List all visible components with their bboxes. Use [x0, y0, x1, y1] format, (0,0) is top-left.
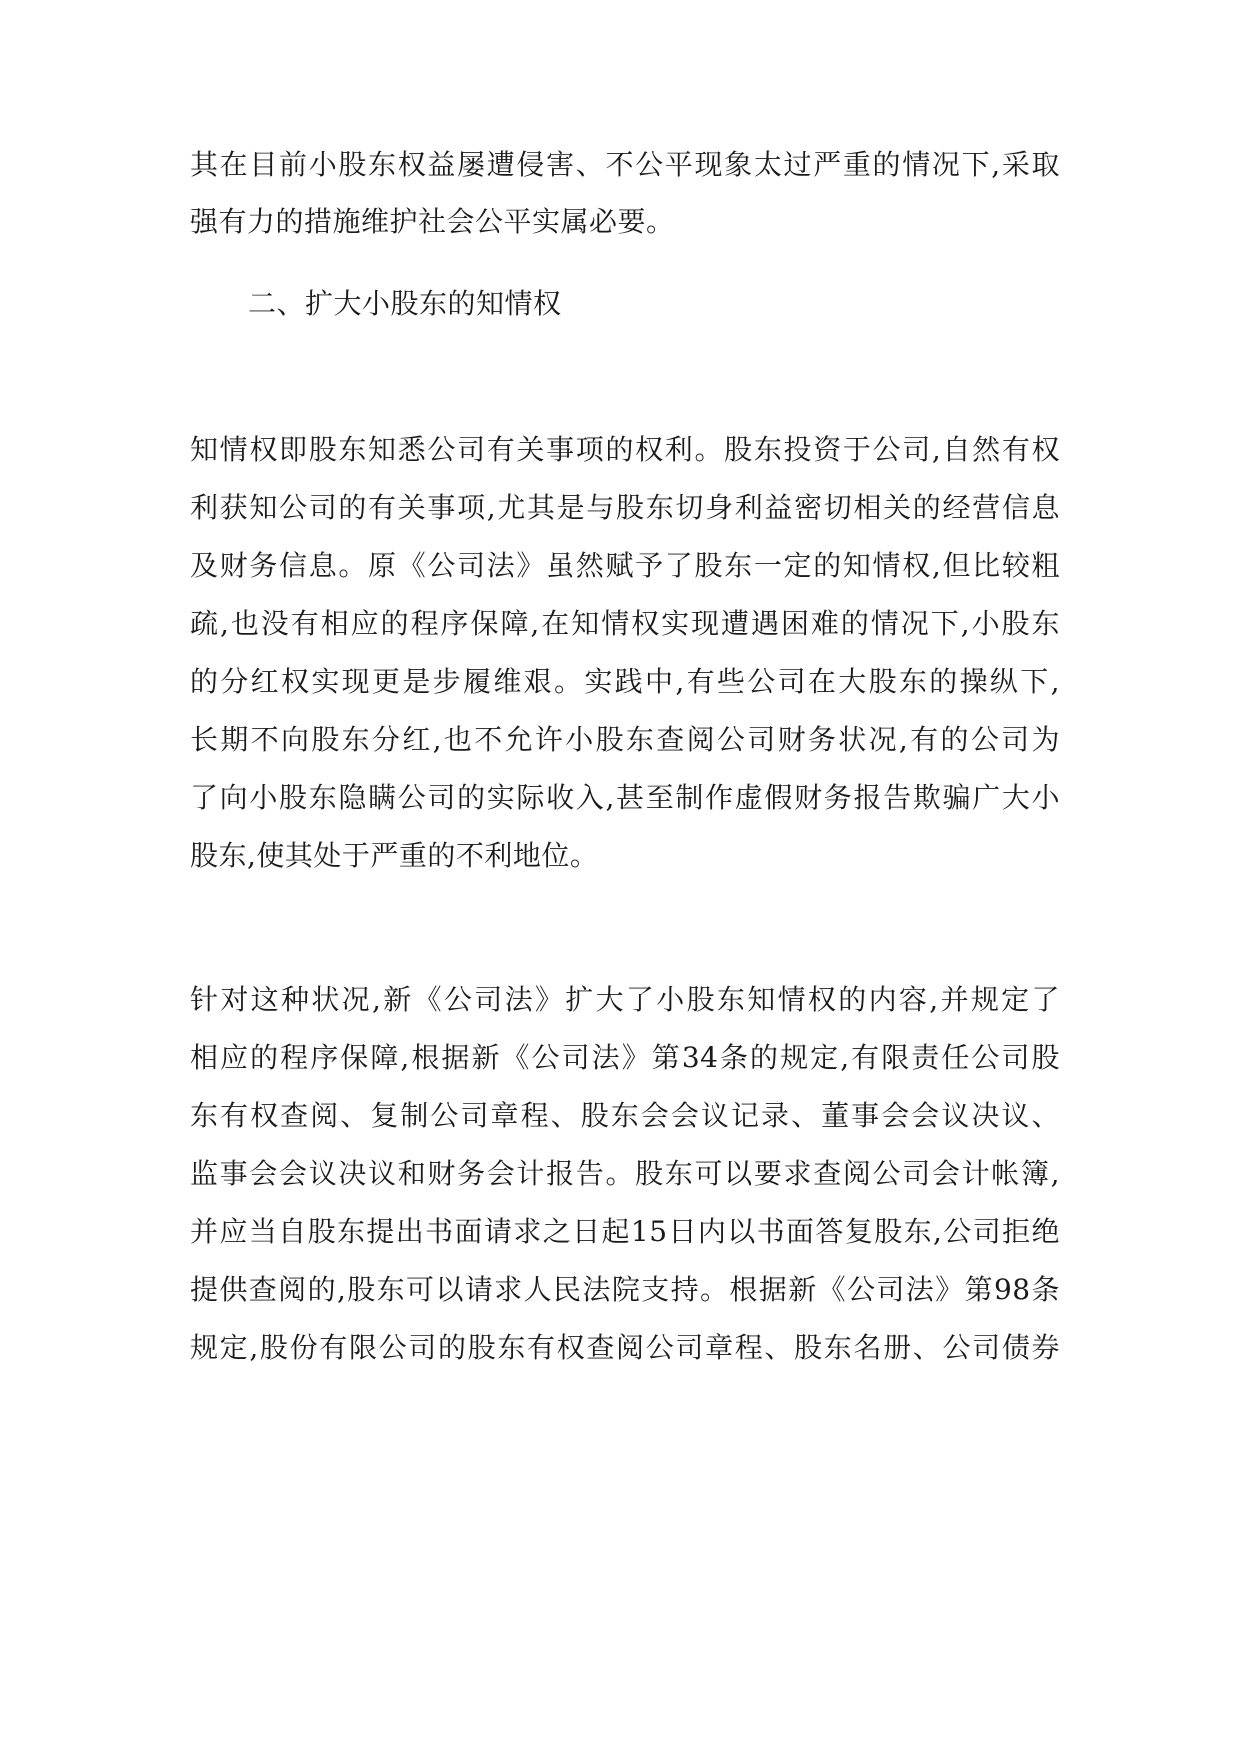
paragraph-line: 监事会会议决议和财务会计报告。股东可以要求查阅公司会计帐簿, [190, 1157, 1060, 1190]
paragraph-line: 股东,使其处于严重的不利地位。 [190, 839, 599, 872]
paragraph-line: 并应当自股东提出书面请求之日起15日内以书面答复股东,公司拒绝 [190, 1215, 1060, 1248]
paragraph-line: 的分红权实现更是步履维艰。实践中,有些公司在大股东的操纵下, [190, 665, 1060, 698]
paragraph-line: 疏,也没有相应的程序保障,在知情权实现遭遇困难的情况下,小股东 [190, 607, 1060, 640]
paragraph-line: 强有力的措施维护社会公平实属必要。 [190, 205, 675, 238]
paragraph-line: 规定,股份有限公司的股东有权查阅公司章程、股东名册、公司债券 [190, 1331, 1060, 1364]
paragraph-line: 东有权查阅、复制公司章程、股东会会议记录、董事会会议决议、 [190, 1099, 1060, 1132]
paragraph-line: 知情权即股东知悉公司有关事项的权利。股东投资于公司,自然有权 [190, 433, 1060, 466]
section-heading: 二、扩大小股东的知情权 [248, 287, 562, 320]
paragraph-line: 针对这种状况,新《公司法》扩大了小股东知情权的内容,并规定了 [190, 983, 1060, 1016]
paragraph-line: 及财务信息。原《公司法》虽然赋予了股东一定的知情权,但比较粗 [190, 549, 1060, 582]
paragraph-line: 利获知公司的有关事项,尤其是与股东切身利益密切相关的经营信息 [190, 491, 1060, 524]
paragraph-line: 长期不向股东分红,也不允许小股东查阅公司财务状况,有的公司为 [190, 723, 1060, 756]
paragraph-line: 其在目前小股东权益屡遭侵害、不公平现象太过严重的情况下,采取 [190, 148, 1060, 181]
paragraph-line: 了向小股东隐瞒公司的实际收入,甚至制作虚假财务报告欺骗广大小 [190, 781, 1060, 814]
paragraph-line: 相应的程序保障,根据新《公司法》第34条的规定,有限责任公司股 [190, 1041, 1060, 1074]
paragraph-line: 提供查阅的,股东可以请求人民法院支持。根据新《公司法》第98条 [190, 1273, 1060, 1306]
